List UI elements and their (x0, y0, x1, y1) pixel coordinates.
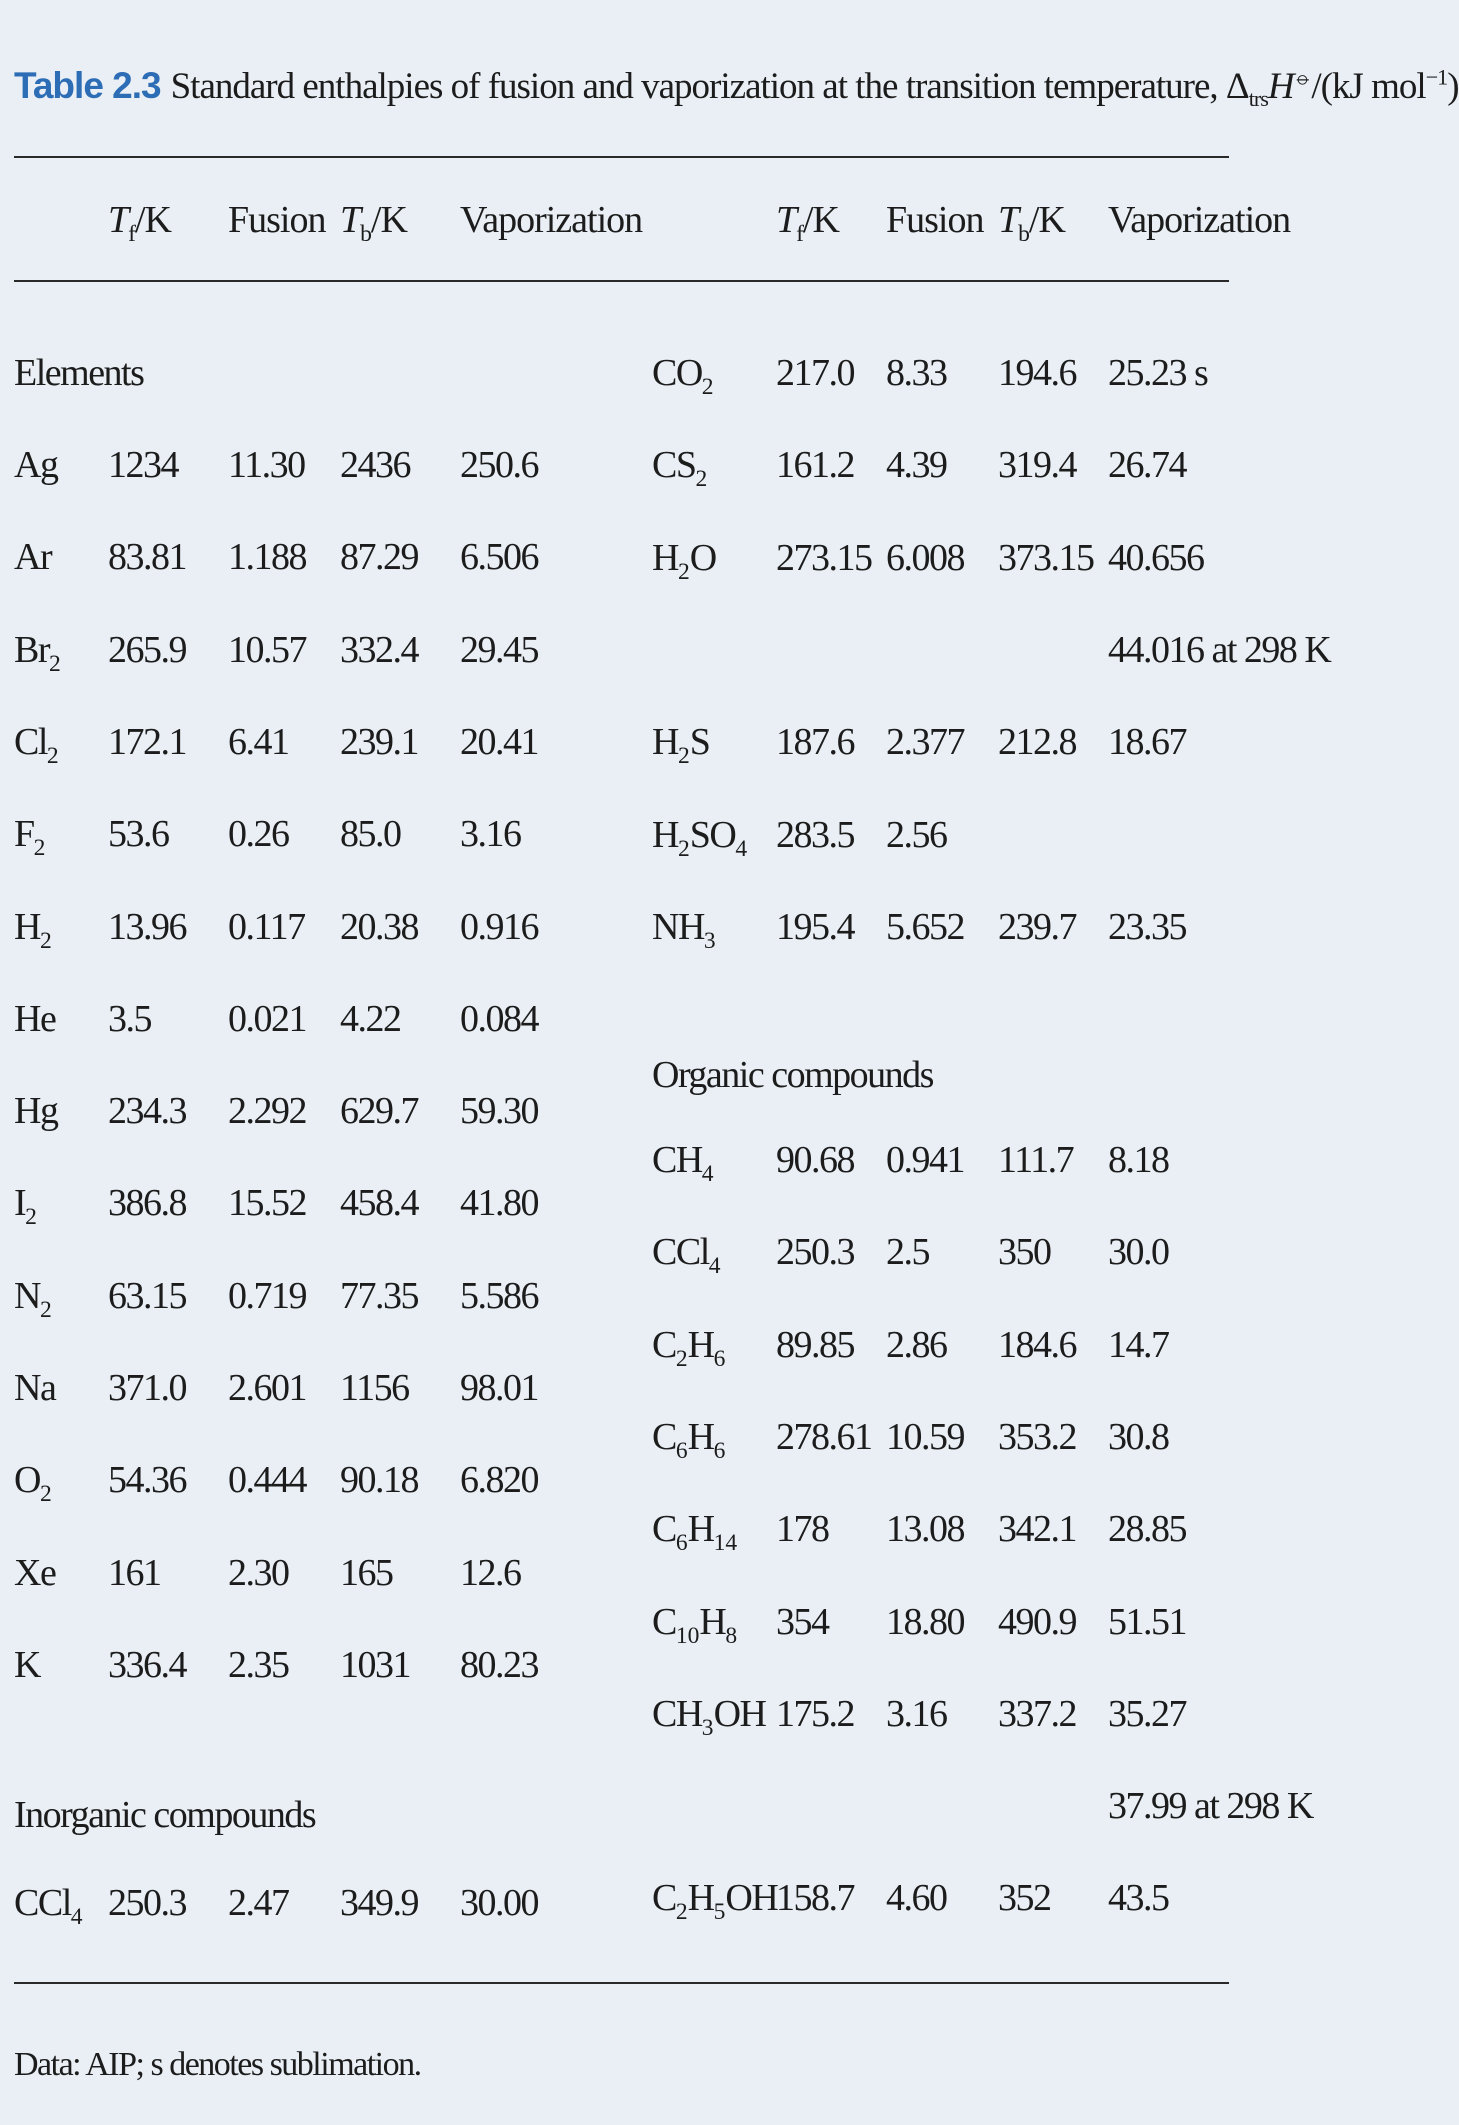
row-tb: 319.4 (998, 444, 1076, 486)
row-vap: 23.35 (1108, 906, 1186, 948)
row-fusion: 0.719 (228, 1275, 306, 1317)
row-tf: 234.3 (108, 1090, 186, 1132)
row-formula: Hg (14, 1090, 58, 1132)
row-vap: 44.016 at 298 K (1108, 629, 1331, 671)
row-tb: 337.2 (998, 1693, 1076, 1735)
row-formula: CCl$_4$ (652, 1231, 721, 1279)
row-vap: 28.85 (1108, 1508, 1186, 1550)
section-elements: Elements (14, 352, 144, 394)
row-fusion: 8.33 (886, 352, 947, 394)
row-fusion: 6.008 (886, 537, 964, 579)
row-tb: 111.7 (998, 1139, 1074, 1181)
row-formula: $C_{10}H_8$ (652, 1601, 738, 1649)
row-tf: 195.4 (776, 906, 854, 948)
row-fusion: 4.60 (886, 1877, 947, 1919)
row-tf: 1234 (108, 444, 178, 486)
row-tf: 336.4 (108, 1644, 186, 1686)
row-vap: 5.586 (460, 1275, 538, 1317)
row-formula: $N_2$ (14, 1275, 52, 1323)
row-tf: 175.2 (776, 1693, 854, 1735)
row-formula: $C_6H_6$ (652, 1416, 726, 1464)
row-formula: Na (14, 1367, 56, 1409)
row-fusion: 0.444 (228, 1459, 306, 1501)
row-vap: 6.820 (460, 1459, 538, 1501)
row-fusion: 18.80 (886, 1601, 964, 1643)
row-formula: $H_2S$ (652, 721, 710, 769)
row-fusion: 0.26 (228, 813, 289, 855)
row-tb: 2436 (340, 444, 410, 486)
header-tb-right: $T_b/K$ (998, 199, 1065, 247)
row-fusion: 2.47 (228, 1882, 289, 1924)
row-tf: 386.8 (108, 1182, 186, 1224)
row-fusion: 0.941 (886, 1139, 964, 1181)
row-tb: 353.2 (998, 1416, 1076, 1458)
row-tf: 273.15 (776, 537, 872, 579)
table-caption (14, 48, 1459, 129)
header-rule (14, 280, 1229, 282)
row-vap: 6.506 (460, 536, 538, 578)
row-formula: $F_2$ (14, 813, 46, 861)
row-vap: 0.916 (460, 906, 538, 948)
row-tb: 352 (998, 1877, 1051, 1919)
row-tf: 63.15 (108, 1275, 186, 1317)
row-vap: 250.6 (460, 444, 538, 486)
row-tb: 77.35 (340, 1275, 418, 1317)
row-vap: 59.30 (460, 1090, 538, 1132)
row-vap: 0.084 (460, 998, 538, 1040)
row-vap: 20.41 (460, 721, 538, 763)
row-tb: 239.1 (340, 721, 418, 763)
row-formula: $H_2$ (14, 906, 52, 954)
row-formula: $C_2H_6$ (652, 1324, 726, 1372)
section-organic-compounds: Organic compounds (652, 1054, 933, 1096)
header-vaporization-left: Vaporization (460, 199, 643, 241)
row-vap: 40.656 (1108, 537, 1204, 579)
row-vap: 37.99 at 298 K (1108, 1785, 1313, 1827)
row-tb: 165 (340, 1552, 393, 1594)
row-fusion: 2.601 (228, 1367, 306, 1409)
row-fusion: 2.5 (886, 1231, 929, 1273)
row-tb: 4.22 (340, 998, 401, 1040)
row-vap: 12.6 (460, 1552, 521, 1594)
row-tf: 161 (108, 1552, 161, 1594)
row-tf: 278.61 (776, 1416, 872, 1458)
row-fusion: 15.52 (228, 1182, 306, 1224)
row-fusion: 10.59 (886, 1416, 964, 1458)
row-tb: 490.9 (998, 1601, 1076, 1643)
table-footnote: Data: AIP; s denotes sublimation. (14, 2046, 421, 2083)
row-fusion: 11.30 (228, 444, 305, 486)
row-fusion: 10.57 (228, 629, 306, 671)
row-vap: 30.0 (1108, 1231, 1169, 1273)
row-formula: $Cl_2$ (14, 721, 59, 769)
row-vap: 41.80 (460, 1182, 538, 1224)
header-fusion-left: Fusion (228, 199, 326, 241)
row-tb: 629.7 (340, 1090, 418, 1132)
row-tf: 54.36 (108, 1459, 186, 1501)
row-tb: 349.9 (340, 1882, 418, 1924)
row-formula: $H_2O$ (652, 537, 716, 585)
row-tf: 172.1 (108, 721, 186, 763)
row-fusion: 0.021 (228, 998, 306, 1040)
row-formula: $CH_3OH$ (652, 1693, 766, 1741)
row-vap: 8.18 (1108, 1139, 1169, 1181)
row-fusion: 13.08 (886, 1508, 964, 1550)
row-tf: 90.68 (776, 1139, 854, 1181)
row-tf: 161.2 (776, 444, 854, 486)
row-tf: 354 (776, 1601, 829, 1643)
row-vap: 25.23 s (1108, 352, 1208, 394)
row-formula: $C_6H_{14}$ (652, 1508, 738, 1556)
row-tb: 20.38 (340, 906, 418, 948)
row-vap: 29.45 (460, 629, 538, 671)
row-fusion: 2.292 (228, 1090, 306, 1132)
row-tb: 184.6 (998, 1324, 1076, 1366)
row-tf: 265.9 (108, 629, 186, 671)
row-vap: 35.27 (1108, 1693, 1186, 1735)
row-tf: 283.5 (776, 814, 854, 856)
section-inorganic-compounds: Inorganic compounds (14, 1794, 316, 1836)
row-formula: Ag (14, 444, 58, 486)
header-fusion-right: Fusion (886, 199, 984, 241)
row-vap: 26.74 (1108, 444, 1186, 486)
row-vap: 18.67 (1108, 721, 1186, 763)
row-formula: Ar (14, 536, 52, 578)
table-title: Standard enthalpies of fusion and vaporization at the transition temperature, $\Delta_{trs}H^⦵/(kJ$ mol$^{-1}$) (170, 65, 1459, 112)
table-label: Table 2.3 (14, 65, 161, 107)
row-vap: 3.16 (460, 813, 521, 855)
row-fusion: 2.377 (886, 721, 964, 763)
row-tf: 53.6 (108, 813, 169, 855)
row-tb: 373.15 (998, 537, 1094, 579)
row-formula: $H_2SO_4$ (652, 814, 748, 862)
header-tb-left: $T_b/K$ (340, 199, 407, 247)
row-fusion: 0.117 (228, 906, 305, 948)
row-tf: 217.0 (776, 352, 854, 394)
row-fusion: 4.39 (886, 444, 947, 486)
row-tf: 250.3 (108, 1882, 186, 1924)
row-tf: 158.7 (776, 1877, 854, 1919)
row-vap: 14.7 (1108, 1324, 1169, 1366)
row-tb: 212.8 (998, 721, 1076, 763)
row-fusion: 3.16 (886, 1693, 947, 1735)
row-fusion: 2.56 (886, 814, 947, 856)
row-vap: 30.8 (1108, 1416, 1169, 1458)
row-tf: 178 (776, 1508, 829, 1550)
row-tb: 85.0 (340, 813, 401, 855)
row-tb: 90.18 (340, 1459, 418, 1501)
row-tb: 342.1 (998, 1508, 1076, 1550)
row-tb: 1031 (340, 1644, 410, 1686)
row-fusion: 2.86 (886, 1324, 947, 1366)
top-rule (14, 156, 1229, 158)
row-tf: 187.6 (776, 721, 854, 763)
row-vap: 51.51 (1108, 1601, 1186, 1643)
row-vap: 30.00 (460, 1882, 538, 1924)
row-formula: He (14, 998, 56, 1040)
row-formula: $CS_2$ (652, 444, 708, 492)
row-tf: 250.3 (776, 1231, 854, 1273)
row-fusion: 1.188 (228, 536, 306, 578)
bottom-rule (14, 1982, 1229, 1984)
row-formula: K (14, 1644, 40, 1686)
row-tf: 3.5 (108, 998, 151, 1040)
row-formula: $Br_2$ (14, 629, 61, 677)
row-formula: $C_2H_5OH$ (652, 1877, 778, 1925)
row-formula: $CH_4$ (652, 1139, 714, 1187)
header-vaporization-right: Vaporization (1108, 199, 1291, 241)
header-tf-left: $T_f/K$ (108, 199, 171, 247)
row-formula: Xe (14, 1552, 56, 1594)
row-tb: 194.6 (998, 352, 1076, 394)
row-vap: 98.01 (460, 1367, 538, 1409)
row-vap: 43.5 (1108, 1877, 1169, 1919)
row-tb: 332.4 (340, 629, 418, 671)
row-fusion: 5.652 (886, 906, 964, 948)
row-fusion: 6.41 (228, 721, 289, 763)
row-tb: 239.7 (998, 906, 1076, 948)
row-tf: 13.96 (108, 906, 186, 948)
header-tf-right: $T_f/K$ (776, 199, 839, 247)
row-formula: $O_2$ (14, 1459, 52, 1507)
row-tf: 89.85 (776, 1324, 854, 1366)
row-formula: $I_2$ (14, 1182, 37, 1230)
row-tf: 371.0 (108, 1367, 186, 1409)
row-formula: CCl$_4$ (14, 1882, 83, 1930)
row-formula: $NH_3$ (652, 906, 716, 954)
row-vap: 80.23 (460, 1644, 538, 1686)
row-tb: 87.29 (340, 536, 418, 578)
row-formula: $CO_2$ (652, 352, 714, 400)
row-tb: 1156 (340, 1367, 409, 1409)
row-fusion: 2.30 (228, 1552, 289, 1594)
row-tb: 458.4 (340, 1182, 418, 1224)
row-fusion: 2.35 (228, 1644, 289, 1686)
row-tb: 350 (998, 1231, 1051, 1273)
row-tf: 83.81 (108, 536, 186, 578)
